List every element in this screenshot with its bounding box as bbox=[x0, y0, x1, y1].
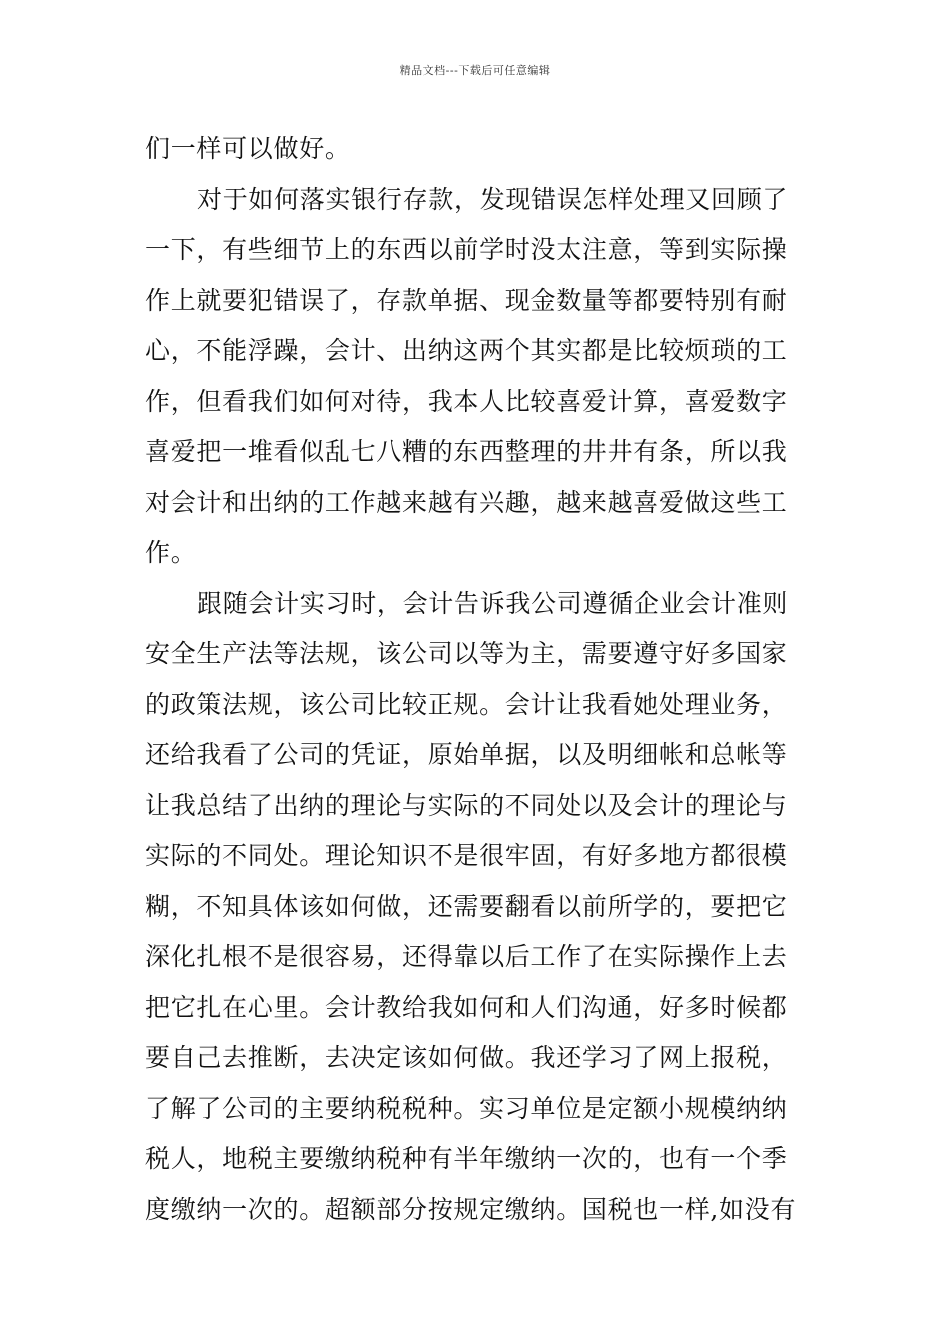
text-line: 作，但看我们如何对待，我本人比较喜爱计算，喜爱数字 bbox=[145, 386, 788, 416]
text-line: 还给我看了公司的凭证，原始单据，以及明细帐和总帐等 bbox=[145, 740, 788, 769]
document-body bbox=[145, 124, 815, 1235]
paragraph-start-line: 跟随会计实习时，会计告诉我公司遵循企业会计准则 bbox=[197, 588, 789, 618]
text-line: 一下，有些细节上的东西以前学时没太注意，等到实际操 bbox=[145, 235, 788, 264]
text-line: 对会计和出纳的工作越来越有兴趣，越来越喜爱做这些工 bbox=[145, 487, 788, 517]
text-line: 深化扎根不是很容易，还得靠以后工作了在实际操作上去 bbox=[145, 942, 788, 971]
paragraph-start-line: 对于如何落实银行存款，发现错误怎样处理又回顾了 bbox=[197, 184, 789, 214]
text-line: 让我总结了出纳的理论与实际的不同处以及会计的理论与 bbox=[145, 790, 788, 820]
text-line: 的政策法规，该公司比较正规。会计让我看她处理业务， bbox=[145, 689, 788, 719]
text-line: 要自己去推断，去决定该如何做。我还学习了网上报税， bbox=[145, 1043, 788, 1072]
text-line: 作。 bbox=[145, 538, 197, 567]
text-line: 实际的不同处。理论知识不是很牢固，有好多地方都很模 bbox=[145, 841, 788, 870]
text-line: 税人，地税主要缴纳税种有半年缴纳一次的，也有一个季 bbox=[145, 1144, 788, 1173]
text-line: 了解了公司的主要纳税税种。实习单位是定额小规模纳纳 bbox=[145, 1093, 788, 1123]
page-header: 精品文档---下载后可任意编辑 bbox=[399, 64, 551, 77]
text-line: 们一样可以做好。 bbox=[145, 134, 351, 163]
text-line: 心，不能浮躁，会计、出纳这两个其实都是比较烦琐的工 bbox=[145, 336, 788, 365]
text-line: 喜爱把一堆看似乱七八糟的东西整理的井井有条，所以我 bbox=[145, 437, 788, 466]
text-line: 作上就要犯错误了，存款单据、现金数量等都要特别有耐 bbox=[145, 285, 788, 315]
text-line: 度缴纳一次的。超额部分按规定缴纳。国税也一样,如没有 bbox=[145, 1194, 797, 1224]
text-line: 安全生产法等法规，该公司以等为主，需要遵守好多国家 bbox=[145, 639, 788, 668]
text-line: 糊，不知具体该如何做，还需要翻看以前所学的，要把它 bbox=[145, 891, 788, 921]
text-line: 把它扎在心里。会计教给我如何和人们沟通，好多时候都 bbox=[145, 992, 788, 1022]
